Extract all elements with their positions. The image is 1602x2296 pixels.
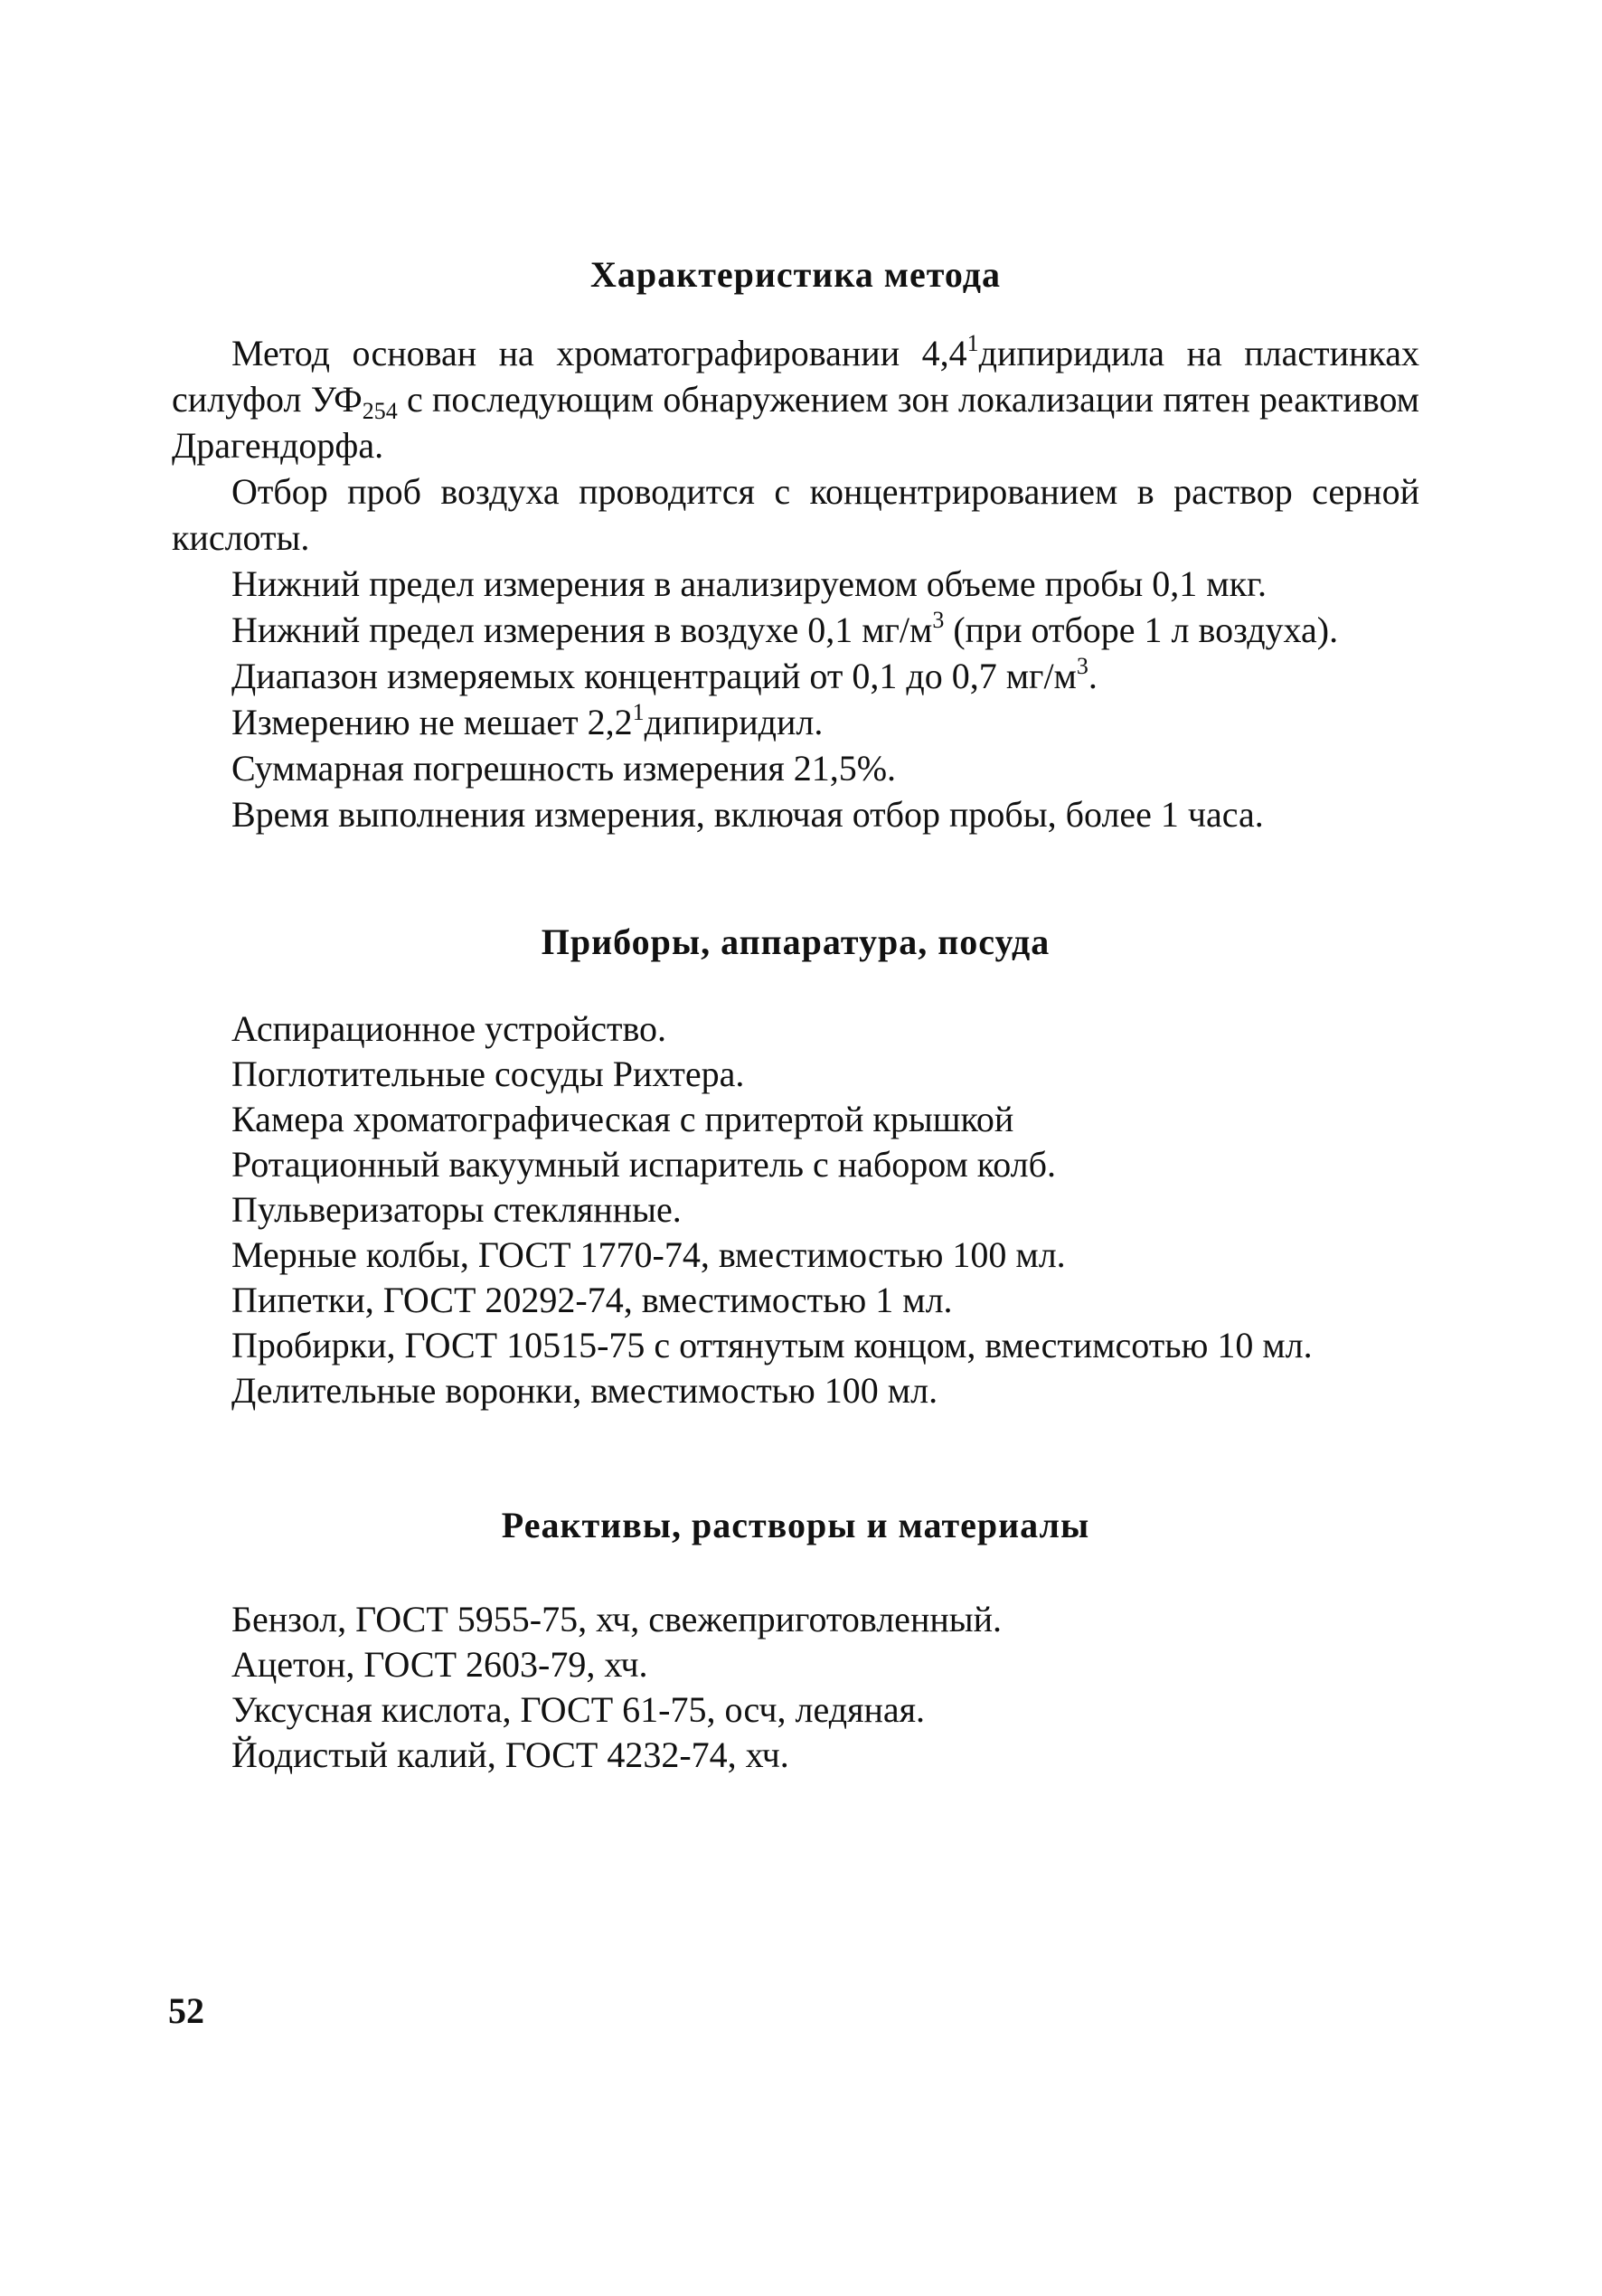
superscript: 3 <box>1076 653 1088 679</box>
list-item: Поглотительные сосуды Рихтера. <box>231 1054 745 1094</box>
section-title-method: Характеристика метода <box>590 254 1001 295</box>
text-fragment: с последующим обнаружением зон локализации пятен реактивом Драгендорфа. <box>172 379 1419 466</box>
list-item: Делительные воронки, вместимостью 100 мл. <box>231 1370 938 1411</box>
reagents-list <box>172 1597 1419 1778</box>
text-fragment: дипиридила на пластинках силуфол УФ <box>172 333 1419 420</box>
list-item: Ацетон, ГОСТ 2603-79, хч. <box>231 1644 648 1685</box>
superscript: 1 <box>966 330 979 356</box>
method-paragraph-5 <box>172 653 1419 699</box>
list-item: Йодистый калий, ГОСТ 4232-74, хч. <box>231 1734 789 1775</box>
list-item: Пробирки, ГОСТ 10515-75 с оттянутым концом, вместимсотью 10 мл. <box>231 1325 1313 1365</box>
text-fragment: Нижний предел измерения в воздухе 0,1 мг/м <box>231 609 933 650</box>
list-item: Уксусная кислота, ГОСТ 61-75, осч, ледяная. <box>231 1689 926 1730</box>
text-fragment: . <box>1088 656 1098 696</box>
document-page <box>172 253 1419 1778</box>
text-fragment: (при отборе 1 л воздуха). <box>944 609 1339 650</box>
subscript: 254 <box>362 398 398 424</box>
section-title-reagents: Реактивы, растворы и материалы <box>501 1505 1090 1545</box>
method-paragraph-4 <box>172 607 1419 653</box>
method-paragraph-3: Нижний предел измерения в анализируемом объеме пробы 0,1 мкг. <box>231 563 1267 604</box>
text-fragment: Метод основан на хроматографировании 4,4 <box>231 333 967 373</box>
section-title-equipment: Приборы, аппаратура, посуда <box>541 921 1051 962</box>
list-item: Ротационный вакуумный испаритель с набором колб. <box>231 1144 1056 1185</box>
method-paragraph-7: Суммарная погрешность измерения 21,5%. <box>231 748 897 789</box>
method-paragraph-6 <box>172 699 1419 745</box>
method-paragraph-8: Время выполнения измерения, включая отбор пробы, более 1 часа. <box>231 794 1264 835</box>
method-paragraph-2: Отбор проб воздуха проводится с концентрированием в раствор серной кислоты. <box>172 471 1419 558</box>
list-item: Аспирационное устройство. <box>231 1008 667 1049</box>
text-fragment: Измерению не мешает 2,2 <box>231 702 633 742</box>
equipment-list <box>172 1006 1419 1413</box>
text-fragment: дипиридил. <box>644 702 824 742</box>
page-number: 52 <box>168 1990 204 2031</box>
list-item: Бензол, ГОСТ 5955-75, хч, свежеприготовленный. <box>231 1599 1003 1639</box>
superscript: 3 <box>932 607 945 633</box>
text-fragment: Диапазон измеряемых концентраций от 0,1 до 0,7 мг/м <box>231 656 1077 696</box>
list-item: Мерные колбы, ГОСТ 1770-74, вместимостью 100 мл. <box>231 1234 1066 1275</box>
method-paragraph-1 <box>172 330 1419 468</box>
list-item: Пипетки, ГОСТ 20292-74, вместимостью 1 мл. <box>231 1280 953 1320</box>
list-item: Пульверизаторы стеклянные. <box>231 1189 682 1230</box>
superscript: 1 <box>632 699 645 725</box>
list-item: Камера хроматографическая с притертой крышкой <box>231 1099 1014 1139</box>
